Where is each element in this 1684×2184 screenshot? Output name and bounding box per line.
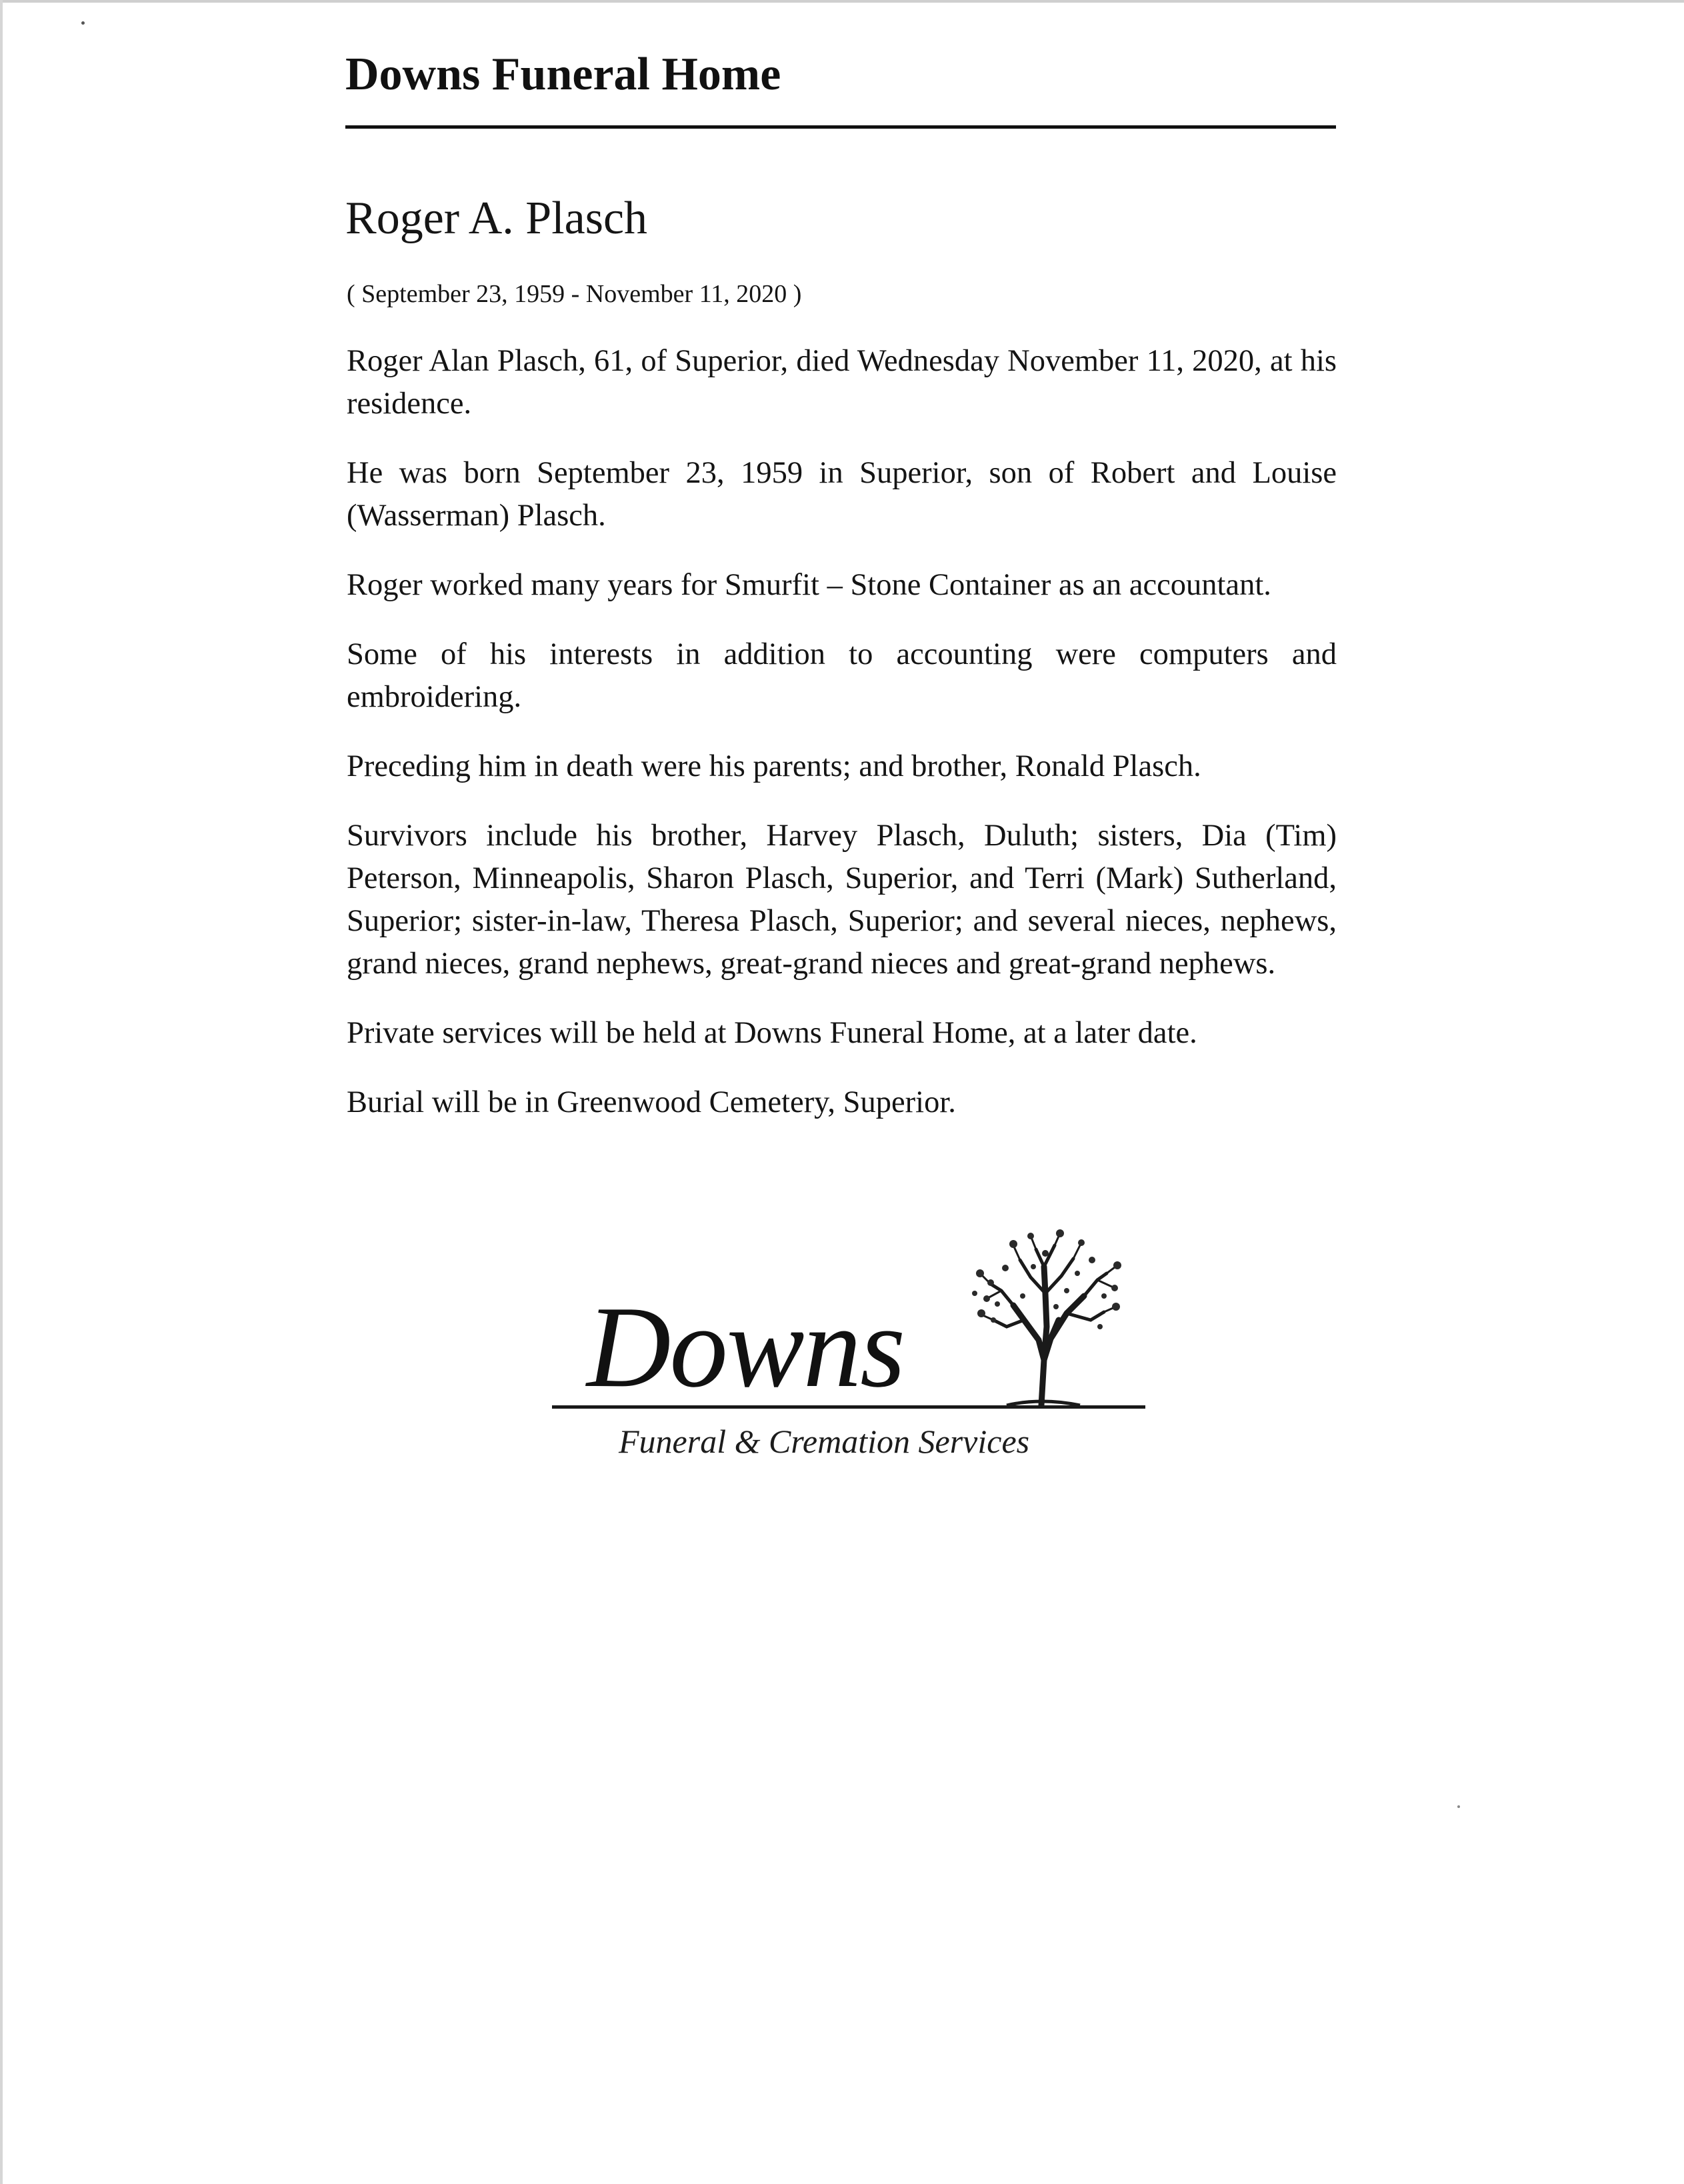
obituary-paragraph: Burial will be in Greenwood Cemetery, Superior. xyxy=(347,1085,956,1119)
scan-left-edge xyxy=(0,0,3,2184)
tree-icon xyxy=(967,1227,1127,1407)
deceased-name: Roger A. Plasch xyxy=(345,193,648,244)
obituary-paragraph: Roger worked many years for Smurfit – Stone Container as an accountant. xyxy=(347,568,1271,602)
obituary-paragraph: Roger Alan Plasch, 61, of Superior, died Wednesday November 11, 2020, at his residence. xyxy=(347,344,1337,421)
logo-wordmark: Downs xyxy=(587,1282,905,1411)
scan-top-edge xyxy=(0,0,1684,3)
header-divider xyxy=(345,125,1336,129)
obituary-body xyxy=(347,340,1337,1151)
obituary-paragraph: Survivors include his brother, Harvey Plasch, Duluth; sisters, Dia (Tim) Peterson, Minneapolis, Sharon Plasch, Superior, and Terri (Mark) Sutherland, Superior; sister-in-law, Theresa Plasch, Superior; and several nieces, nephews, grand nieces, grand nephews, great-grand nieces and great-grand nephews. xyxy=(347,819,1337,981)
life-dates: ( September 23, 1959 - November 11, 2020 ) xyxy=(347,280,802,308)
logo-tagline: Funeral & Cremation Services xyxy=(619,1423,1030,1460)
obituary-paragraph: Preceding him in death were his parents; and brother, Ronald Plasch. xyxy=(347,749,1201,783)
obituary-paragraph: Private services will be held at Downs Funeral Home, at a later date. xyxy=(347,1016,1197,1050)
scan-speck xyxy=(81,21,85,25)
scan-speck xyxy=(1457,1805,1460,1808)
obituary-paragraph: Some of his interests in addition to accounting were computers and embroidering. xyxy=(347,637,1337,714)
obituary-paragraph: He was born September 23, 1959 in Superior, son of Robert and Louise (Wasserman) Plasch. xyxy=(347,456,1337,533)
letterhead-title: Downs Funeral Home xyxy=(345,49,781,100)
funeral-home-logo xyxy=(547,1227,1147,1480)
logo-underline xyxy=(552,1405,1145,1409)
